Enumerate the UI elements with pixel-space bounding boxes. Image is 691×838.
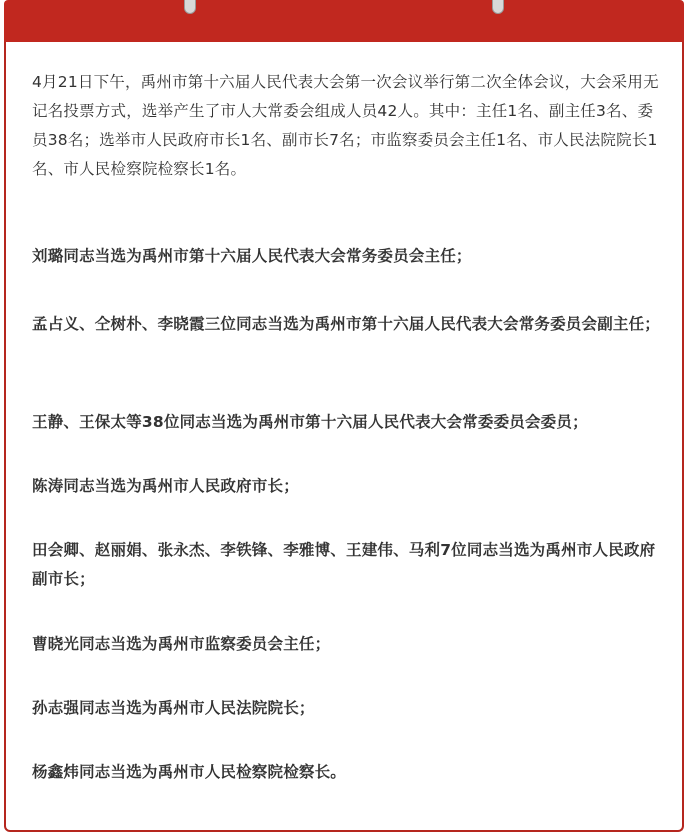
binder-clip-left [184,0,196,14]
result-paragraph: 孙志强同志当选为禹州市人民法院院长； [32,699,315,717]
result-paragraph: 刘璐同志当选为禹州市第十六届人民代表大会常务委员会主任； [32,247,472,265]
result-paragraph: 杨鑫炜同志当选为禹州市人民检察院检察长。 [32,763,347,781]
card-header-bar [4,0,684,42]
result-paragraph: 曹晓光同志当选为禹州市监察委员会主任； [32,635,331,653]
result-paragraph: 田会卿、赵丽娟、张永杰、李铁锋、李雅博、王建伟、马利7位同志当选为禹州市人民政府副市长； [32,541,656,588]
result-paragraph: 孟占义、仝树朴、李晓霞三位同志当选为禹州市第十六届人民代表大会常务委员会副主任； [32,315,661,333]
result-paragraph: 王静、王保太等38位同志当选为禹州市第十六届人民代表大会常委委员会委员； [32,413,588,431]
binder-clip-right [492,0,504,14]
result-paragraph: 陈涛同志当选为禹州市人民政府市长； [32,477,299,495]
intro-paragraph: 4月21日下午，禹州市第十六届人民代表大会第一次会议举行第二次全体会议，大会采用无记名投票方式，选举产生了市人大常委会组成人员42人。其中：主任1名、副主任3名、委员38名；选举市人民政府市长1名、副市长7名；市监察委员会主任1名、市人民法院院长1名、市人民检察院检察长1名。 [32,73,659,178]
article-card [4,0,684,832]
article-content [32,68,662,781]
